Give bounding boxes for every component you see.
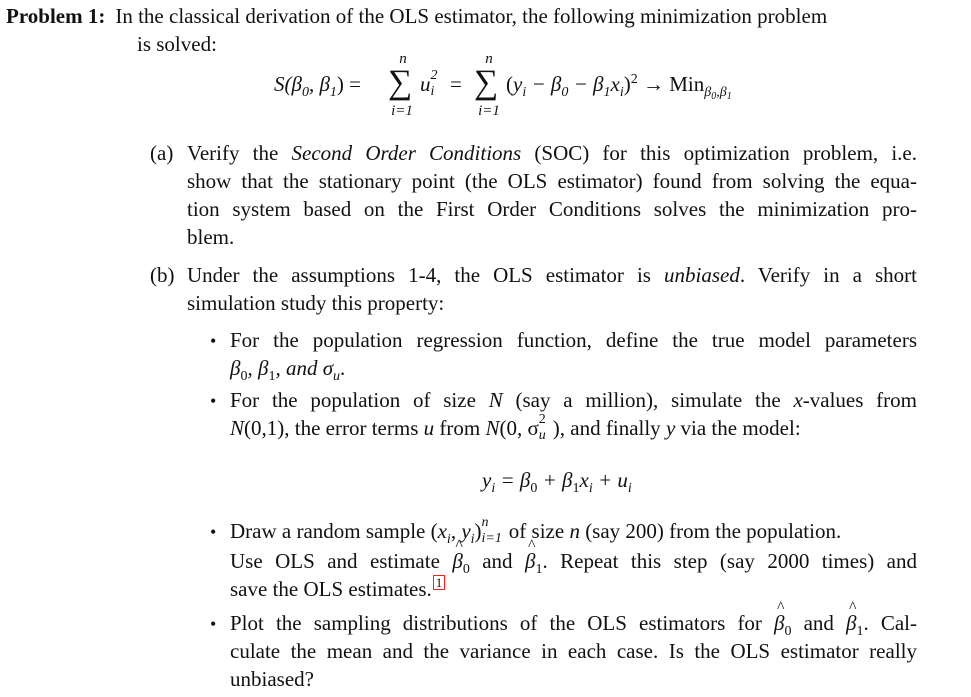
eq-lhs: $S(\beta_0$, $\beta_1$) = [274, 72, 362, 100]
intro-text-1: In the classical derivation of the OLS estimator, the following minimization problem [115, 4, 828, 28]
bullet-2-line2: N(0,1), the error terms u from N(0, σ 2 u ), and finally y via the model: [230, 412, 801, 444]
bullet-2-line1: For the population of size N (say a million), simulate the x-values from [230, 388, 918, 412]
model-equation: $y_i = \beta_0 + \beta_1x_i + u_i$ [482, 468, 632, 496]
bullet-3-line2: Use OLS and estimate ^ $\beta_0$ and ^ $\beta_1$. Repeat this step (say 2000 times) and [230, 547, 917, 575]
footnote-link[interactable]: 1 [433, 575, 446, 590]
part-a-line1: Verify the Second Order Conditions (SOC) for this optimization problem, i.e. [187, 141, 917, 165]
part-a-line3: tion system based on the First Order Conditions solves the minimization pro- [187, 197, 917, 221]
sample-subsup: n i=1 [481, 515, 502, 547]
term1-subsup: 2 i [430, 68, 438, 100]
bullet-3-symbol: • [210, 522, 217, 542]
part-a-line2: show that the stationary point (the OLS estimator) found from solving the equa- [187, 169, 917, 193]
eq-term2: $(y_i - \beta_0 - \beta_1x_i)^2 \to Min_{\beta_0,\beta_1}$ [506, 72, 732, 102]
problem-intro-line1 [6, 2, 827, 30]
bullet-1-line2: $\beta_0$, $\beta_1$, and $\sigma_u$. [230, 356, 346, 384]
part-a-label: (a) [150, 141, 174, 165]
bullet-3-line3: save the OLS estimates. 1 [230, 575, 445, 603]
part-a-line4: blem. [187, 225, 235, 249]
eq-equals: = [450, 72, 462, 96]
bullet-1-symbol: • [210, 331, 217, 351]
bullet-4-symbol: • [210, 614, 217, 634]
bullet-4-line3: unbiased? [230, 667, 314, 691]
sum2-upper: n [485, 51, 493, 67]
sum1-lower: i=1 [391, 103, 413, 119]
problem-intro-line2: is solved: [137, 32, 217, 56]
part-b-label: (b) [150, 263, 175, 287]
bullet-4-line2: culate the mean and the variance in each case. Is the OLS estimator really [230, 639, 917, 663]
part-b-line2: simulation study this property: [187, 291, 445, 315]
sum1-upper: n [399, 51, 407, 67]
bullet-2-symbol: • [210, 391, 217, 411]
beta1-hat: ^ β [525, 547, 535, 575]
part-b-line1: Under the assumptions 1-4, the OLS estimator is unbiased. Verify in a short [187, 263, 918, 287]
sigma-subsup: 2 u [538, 412, 546, 444]
beta0-hat-2: ^ β [774, 609, 784, 637]
sum1-symbol: ∑ [388, 64, 413, 101]
bullet-1-line1: For the population regression function, define the true model parameters [230, 328, 917, 352]
objective-equation [274, 46, 834, 126]
sum2-lower: i=1 [478, 103, 500, 119]
beta0-hat: ^ β [452, 547, 462, 575]
beta1-hat-2: ^ β [846, 609, 856, 637]
bullet-4-line1: Plot the sampling distributions of the OLS estimators for ^ $\beta_0$ and ^ $\beta_1$. Cal- [230, 609, 917, 637]
eq-term1: u 2 i [420, 70, 445, 101]
bullet-3-line1: Draw a random sample ($x_i$, $y_i$) n i=1 of size n (say 200) from the population. [230, 515, 842, 547]
problem-label: Problem 1: [6, 4, 106, 28]
sum2-symbol: ∑ [474, 64, 499, 101]
